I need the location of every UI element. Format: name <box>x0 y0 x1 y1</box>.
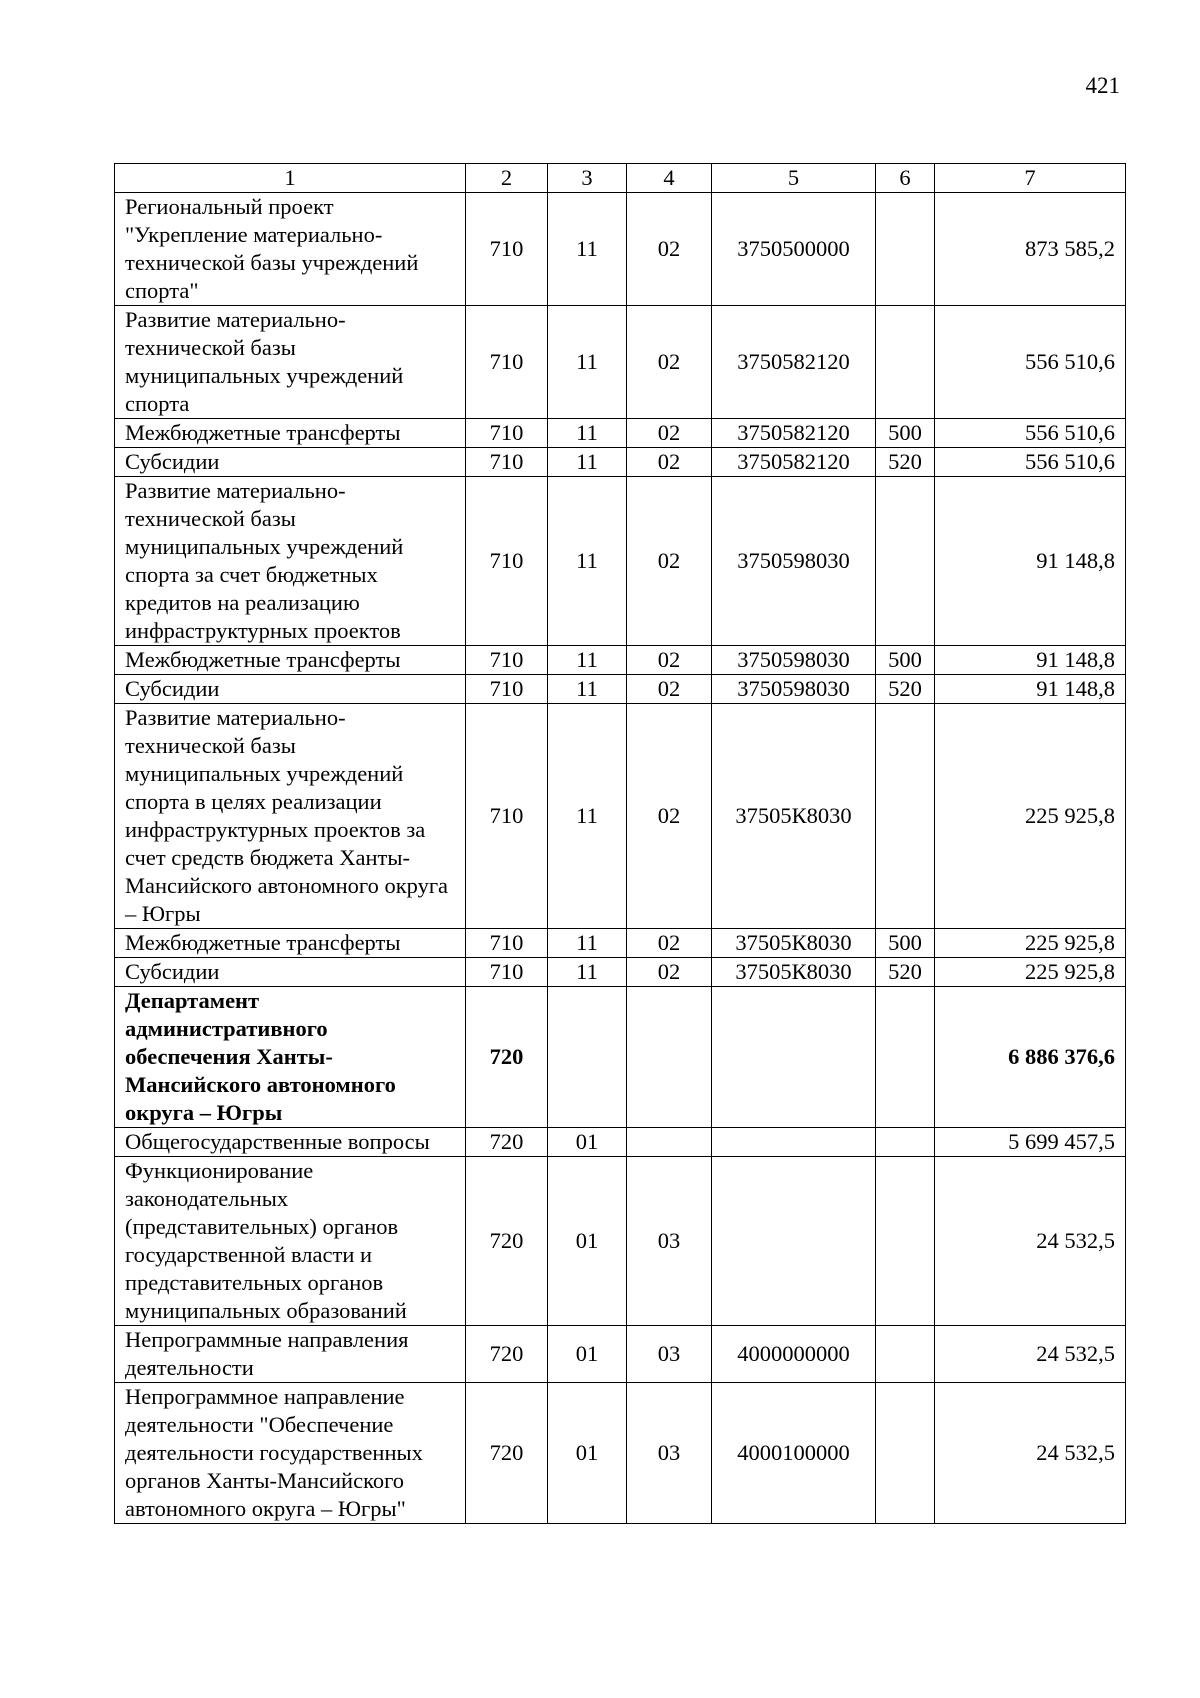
row-amount-cell: 24 532,5 <box>935 1157 1126 1326</box>
row-section-cell <box>548 987 627 1128</box>
row-target-article-cell: 37505К8030 <box>712 704 876 929</box>
row-amount-cell: 91 148,8 <box>935 675 1126 704</box>
row-code-cell: 710 <box>466 306 548 419</box>
row-code-cell: 710 <box>466 477 548 646</box>
row-subsection-cell: 02 <box>627 448 712 477</box>
table-row <box>115 675 1126 704</box>
row-expense-type-cell <box>876 306 935 419</box>
row-amount-cell: 24 532,5 <box>935 1383 1126 1524</box>
row-target-article-cell <box>712 1128 876 1157</box>
row-code-cell: 710 <box>466 646 548 675</box>
row-section-cell: 11 <box>548 646 627 675</box>
row-code-cell: 710 <box>466 675 548 704</box>
budget-table <box>114 163 1126 1524</box>
row-target-article-cell: 3750598030 <box>712 675 876 704</box>
row-subsection-cell: 02 <box>627 419 712 448</box>
row-subsection-cell: 02 <box>627 306 712 419</box>
row-expense-type-cell: 500 <box>876 646 935 675</box>
row-amount-cell: 5 699 457,5 <box>935 1128 1126 1157</box>
row-code-cell: 710 <box>466 193 548 306</box>
row-subsection-cell: 02 <box>627 704 712 929</box>
row-name-cell: Функционирование законодательных (представительных) органов государственной власти и представительных органов муниципальных образований <box>115 1157 466 1326</box>
table-row <box>115 419 1126 448</box>
row-name-cell: Межбюджетные трансферты <box>115 646 466 675</box>
row-code-cell: 710 <box>466 419 548 448</box>
table-row <box>115 306 1126 419</box>
row-code-cell: 720 <box>466 1326 548 1383</box>
row-amount-cell: 225 925,8 <box>935 929 1126 958</box>
row-expense-type-cell <box>876 704 935 929</box>
row-expense-type-cell: 520 <box>876 675 935 704</box>
row-name-cell: Непрограммное направление деятельности "Обеспечение деятельности государственных органов Ханты-Мансийского автономного округа – Югры" <box>115 1383 466 1524</box>
row-expense-type-cell <box>876 1326 935 1383</box>
table-row <box>115 1128 1126 1157</box>
row-expense-type-cell <box>876 1383 935 1524</box>
row-subsection-cell: 03 <box>627 1157 712 1326</box>
header-cell: 2 <box>466 164 548 193</box>
row-subsection-cell: 02 <box>627 477 712 646</box>
row-section-cell: 11 <box>548 704 627 929</box>
table-header-row <box>115 164 1126 193</box>
row-expense-type-cell: 500 <box>876 419 935 448</box>
row-name-cell: Непрограммные направления деятельности <box>115 1326 466 1383</box>
row-subsection-cell: 02 <box>627 958 712 987</box>
table-row <box>115 477 1126 646</box>
row-target-article-cell <box>712 987 876 1128</box>
table-row <box>115 958 1126 987</box>
row-amount-cell: 24 532,5 <box>935 1326 1126 1383</box>
row-code-cell: 710 <box>466 448 548 477</box>
header-cell: 1 <box>115 164 466 193</box>
row-section-cell: 11 <box>548 193 627 306</box>
row-expense-type-cell <box>876 477 935 646</box>
row-section-cell: 01 <box>548 1383 627 1524</box>
row-code-cell: 710 <box>466 704 548 929</box>
row-subsection-cell <box>627 1128 712 1157</box>
row-target-article-cell: 3750582120 <box>712 448 876 477</box>
row-expense-type-cell <box>876 1128 935 1157</box>
row-amount-cell: 225 925,8 <box>935 958 1126 987</box>
row-subsection-cell: 02 <box>627 929 712 958</box>
row-name-cell: Межбюджетные трансферты <box>115 419 466 448</box>
row-name-cell: Департамент административного обеспечения Ханты-Мансийского автономного округа – Югры <box>115 987 466 1128</box>
row-amount-cell: 556 510,6 <box>935 419 1126 448</box>
row-expense-type-cell <box>876 987 935 1128</box>
row-target-article-cell: 3750582120 <box>712 306 876 419</box>
row-amount-cell: 91 148,8 <box>935 646 1126 675</box>
header-cell: 7 <box>935 164 1126 193</box>
header-cell: 6 <box>876 164 935 193</box>
row-amount-cell: 91 148,8 <box>935 477 1126 646</box>
header-cell: 4 <box>627 164 712 193</box>
row-section-cell: 11 <box>548 929 627 958</box>
row-name-cell: Субсидии <box>115 958 466 987</box>
row-target-article-cell: 3750582120 <box>712 419 876 448</box>
row-section-cell: 01 <box>548 1128 627 1157</box>
table-row <box>115 1383 1126 1524</box>
row-subsection-cell: 02 <box>627 675 712 704</box>
row-name-cell: Межбюджетные трансферты <box>115 929 466 958</box>
row-section-cell: 11 <box>548 675 627 704</box>
row-expense-type-cell: 520 <box>876 958 935 987</box>
row-amount-cell: 873 585,2 <box>935 193 1126 306</box>
row-code-cell: 720 <box>466 1128 548 1157</box>
table-row <box>115 704 1126 929</box>
table-row <box>115 448 1126 477</box>
table-row <box>115 987 1126 1128</box>
row-section-cell: 11 <box>548 477 627 646</box>
row-subsection-cell: 02 <box>627 193 712 306</box>
row-code-cell: 720 <box>466 987 548 1128</box>
row-section-cell: 01 <box>548 1326 627 1383</box>
table-row <box>115 929 1126 958</box>
row-target-article-cell: 4000000000 <box>712 1326 876 1383</box>
row-target-article-cell <box>712 1157 876 1326</box>
row-section-cell: 01 <box>548 1157 627 1326</box>
row-amount-cell: 556 510,6 <box>935 448 1126 477</box>
row-target-article-cell: 37505К8030 <box>712 929 876 958</box>
row-target-article-cell: 3750598030 <box>712 646 876 675</box>
row-name-cell: Общегосударственные вопросы <box>115 1128 466 1157</box>
row-expense-type-cell: 500 <box>876 929 935 958</box>
row-amount-cell: 556 510,6 <box>935 306 1126 419</box>
row-section-cell: 11 <box>548 306 627 419</box>
table-row <box>115 646 1126 675</box>
row-section-cell: 11 <box>548 958 627 987</box>
table-row <box>115 1157 1126 1326</box>
table-row <box>115 1326 1126 1383</box>
row-target-article-cell: 3750598030 <box>712 477 876 646</box>
table-row <box>115 193 1126 306</box>
row-name-cell: Развитие материально-технической базы муниципальных учреждений спорта в целях реализации инфраструктурных проектов за счет средств бюджета Ханты-Мансийского автономного округа – Югры <box>115 704 466 929</box>
row-target-article-cell: 3750500000 <box>712 193 876 306</box>
row-section-cell: 11 <box>548 448 627 477</box>
row-subsection-cell: 03 <box>627 1383 712 1524</box>
row-target-article-cell: 4000100000 <box>712 1383 876 1524</box>
row-code-cell: 720 <box>466 1383 548 1524</box>
row-target-article-cell: 37505К8030 <box>712 958 876 987</box>
row-name-cell: Развитие материально-технической базы муниципальных учреждений спорта за счет бюджетных кредитов на реализацию инфраструктурных проектов <box>115 477 466 646</box>
row-code-cell: 710 <box>466 958 548 987</box>
row-expense-type-cell: 520 <box>876 448 935 477</box>
row-expense-type-cell <box>876 193 935 306</box>
row-section-cell: 11 <box>548 419 627 448</box>
row-code-cell: 710 <box>466 929 548 958</box>
row-name-cell: Субсидии <box>115 675 466 704</box>
header-cell: 5 <box>712 164 876 193</box>
row-name-cell: Субсидии <box>115 448 466 477</box>
row-expense-type-cell <box>876 1157 935 1326</box>
row-code-cell: 720 <box>466 1157 548 1326</box>
row-subsection-cell: 03 <box>627 1326 712 1383</box>
row-amount-cell: 225 925,8 <box>935 704 1126 929</box>
page-number: 421 <box>1085 73 1120 98</box>
row-amount-cell: 6 886 376,6 <box>935 987 1126 1128</box>
header-cell: 3 <box>548 164 627 193</box>
row-subsection-cell <box>627 987 712 1128</box>
row-subsection-cell: 02 <box>627 646 712 675</box>
row-name-cell: Региональный проект "Укрепление материально-технической базы учреждений спорта" <box>115 193 466 306</box>
row-name-cell: Развитие материально-технической базы муниципальных учреждений спорта <box>115 306 466 419</box>
